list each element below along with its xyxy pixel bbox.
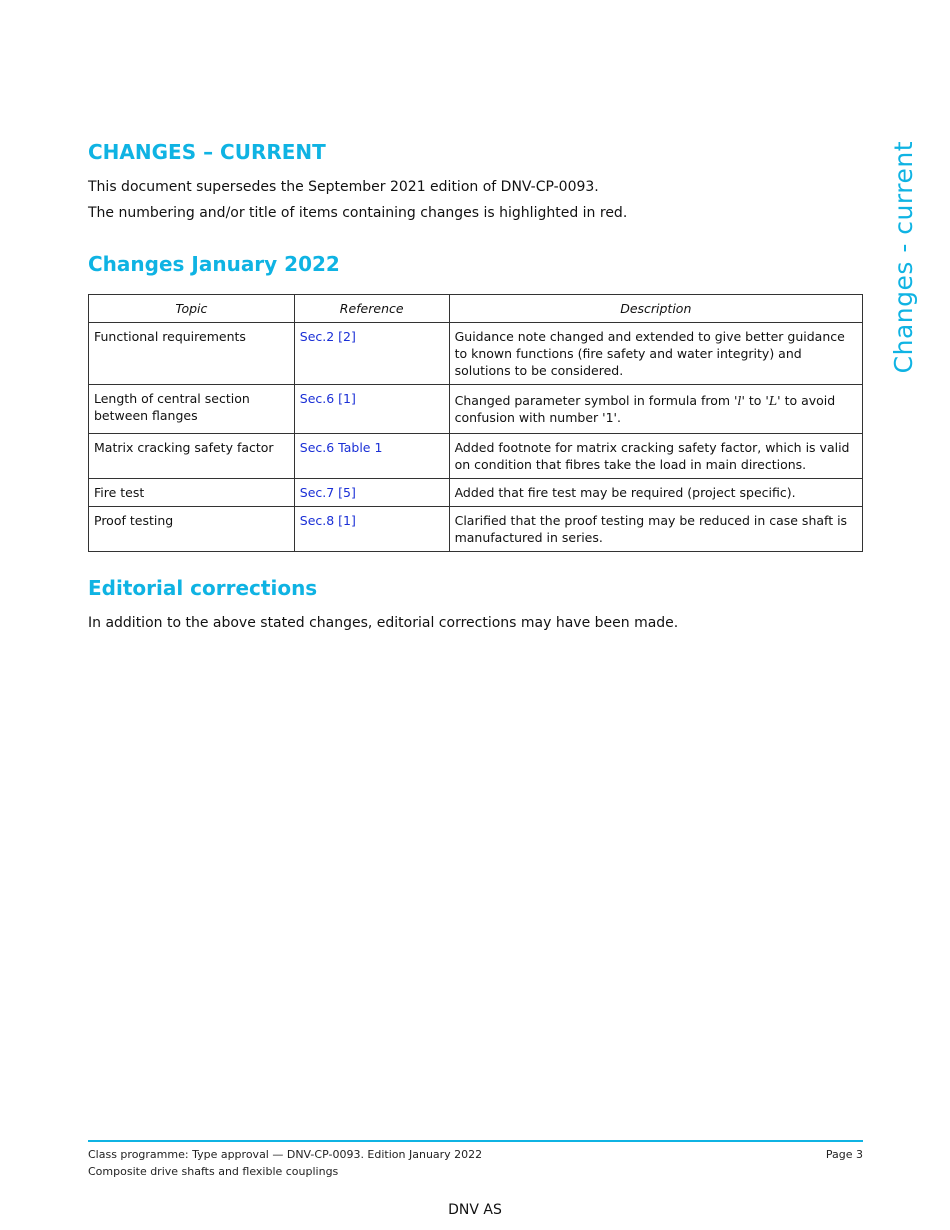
reference-link[interactable]: Sec.8 [1] [294,507,449,552]
reference-link[interactable]: Sec.7 [5] [294,479,449,507]
cell-description [449,385,862,434]
changes-table [88,294,863,552]
reference-link[interactable]: Sec.6 Table 1 [294,434,449,479]
table-row [89,385,863,434]
main-content [88,140,863,640]
table-row [89,323,863,385]
cell-description: Added footnote for matrix cracking safety factor, which is valid on condition that fibres take the load in main directions. [449,434,862,479]
editorial-heading: Editorial corrections [88,576,318,600]
column-header-description: Description [449,295,862,323]
description-text: ' to avoid confusion with number '1'. [454,393,836,425]
company-name: DNV AS [448,1202,502,1218]
page-number: Page 3 [825,1148,863,1161]
cell-topic: Functional requirements [89,323,295,385]
table-row [89,479,863,507]
cell-topic: Matrix cracking safety factor [89,434,295,479]
cell-description: Added that fire test may be required (project specific). [449,479,862,507]
cell-description: Guidance note changed and extended to give better guidance to known functions (fire safety and water integrity) and solutions to be considered. [449,323,862,385]
column-header-reference: Reference [294,295,449,323]
intro-paragraph-1: This document supersedes the September 2021 edition of DNV-CP-0093. [88,179,599,195]
page-title: CHANGES – CURRENT [88,140,326,164]
footer-divider [88,1140,863,1142]
intro-paragraph-2: The numbering and/or title of items containing changes is highlighted in red. [88,205,628,221]
table-row [89,434,863,479]
footer-document-subtitle: Composite drive shafts and flexible couplings [88,1165,339,1178]
reference-link[interactable]: Sec.2 [2] [294,323,449,385]
cell-topic: Length of central section between flanges [89,385,295,434]
description-text: Changed parameter symbol in formula from ' [454,393,738,408]
description-text: ' to ' [741,393,769,408]
reference-link[interactable]: Sec.6 [1] [294,385,449,434]
cell-topic: Fire test [89,479,295,507]
table-header-row [89,295,863,323]
symbol-new: L [768,393,778,408]
cell-topic: Proof testing [89,507,295,552]
table-row [89,507,863,552]
editorial-text: In addition to the above stated changes, editorial corrections may have been made. [88,615,679,631]
side-tab-label: Changes - current [888,141,918,374]
column-header-topic: Topic [89,295,295,323]
side-tab [882,141,924,374]
footer-document-title: Class programme: Type approval — DNV-CP-0093. Edition January 2022 [88,1148,483,1161]
cell-description: Clarified that the proof testing may be reduced in case shaft is manufactured in series. [449,507,862,552]
changes-heading: Changes January 2022 [88,252,340,276]
symbol-old: l [737,393,742,408]
footer [88,1146,863,1180]
